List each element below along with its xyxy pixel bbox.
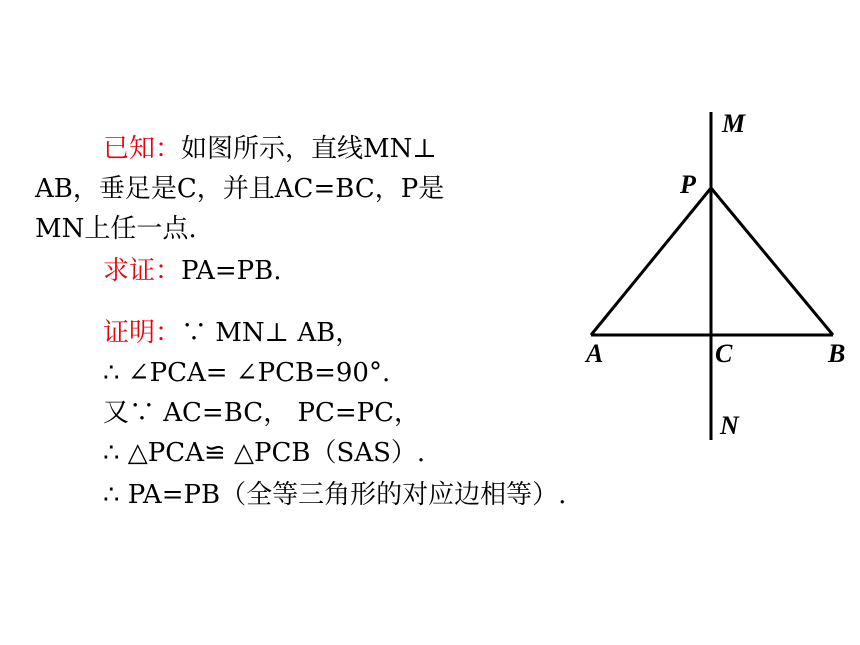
prove-statement: PA=PB. xyxy=(181,256,282,286)
proof-step-3: 又∵ AC=BC， PC=PC， xyxy=(103,398,421,428)
proof-step-5: ∴ PA=PB（全等三角形的对应边相等）. xyxy=(103,480,567,510)
given-text-2: AB，垂足是C，并且AC=BC，P是 xyxy=(35,174,445,204)
label-m: M xyxy=(722,109,746,138)
label-b: B xyxy=(828,339,846,368)
proof-step-2: ∴ ∠PCA= ∠PCB=90°. xyxy=(103,358,391,388)
proof-step-4: ∴ △PCA≌ △PCB（SAS）. xyxy=(103,438,426,468)
label-p: P xyxy=(680,170,696,199)
prove-label: 求证： xyxy=(103,256,182,286)
given-label: 已知： xyxy=(103,134,182,164)
label-n: N xyxy=(720,411,739,440)
given-text-3: MN上任一点. xyxy=(35,214,197,244)
segment-pa xyxy=(591,188,711,335)
label-c: C xyxy=(715,339,733,368)
segment-pb xyxy=(711,188,833,335)
proof-label: 证明： xyxy=(103,318,182,348)
label-a: A xyxy=(586,339,604,368)
proof-step-1: ∵ MN⊥ AB， xyxy=(181,318,362,348)
given-text-1: 如图所示，直线MN⊥ xyxy=(181,134,437,164)
